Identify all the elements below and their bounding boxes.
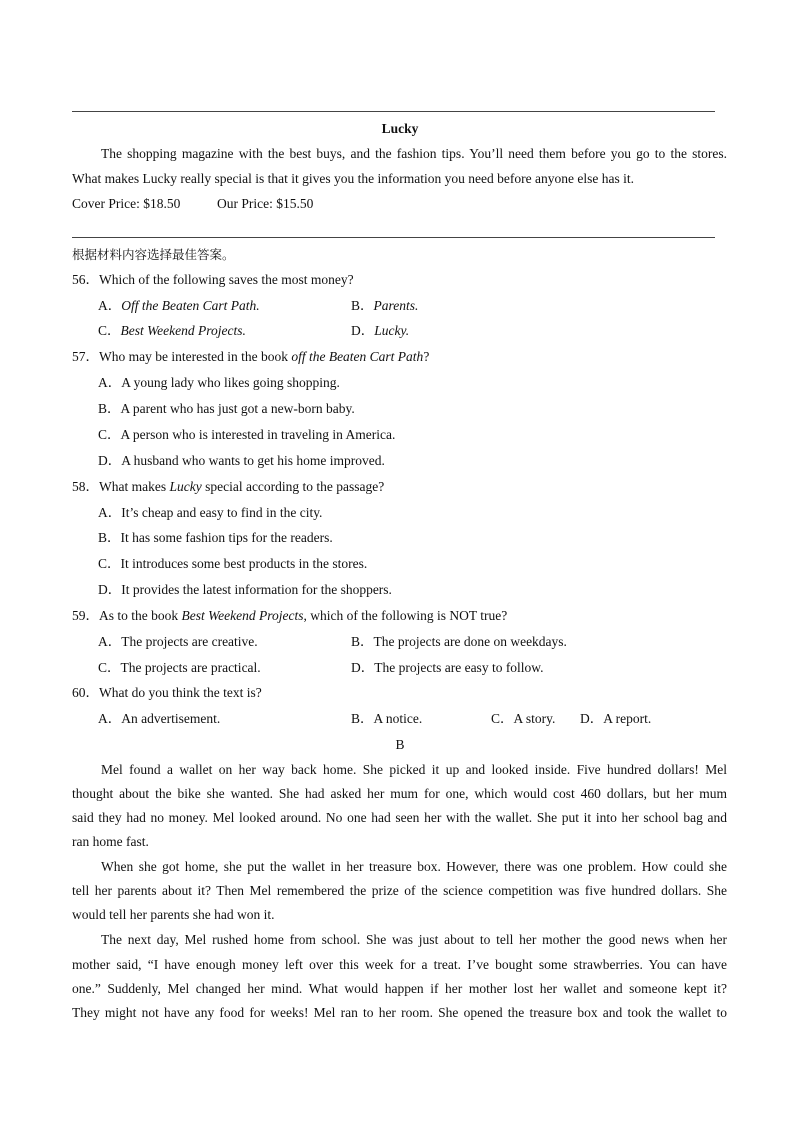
option-b: B．A notice.	[351, 711, 423, 726]
paragraph-line: thought about the bike she wanted. She had asked her mum for one, which would cost 460 dollars, but her mum	[72, 786, 727, 801]
question-stem: 56．Which of the following saves the most money?	[72, 272, 354, 287]
option-c: C．It introduces some best products in the stores.	[98, 556, 368, 571]
option-d: D．It provides the latest information for the shoppers.	[98, 582, 392, 597]
option-b: B．The projects are done on weekdays.	[351, 634, 567, 649]
stem-text: 59．As to the book	[72, 608, 182, 623]
question-stem	[72, 348, 429, 366]
option-letter: C．	[98, 323, 121, 338]
question-stem	[72, 607, 507, 625]
option-text: Off the Beaten Cart Path.	[121, 298, 260, 313]
paragraph-line: Mel found a wallet on her way back home. She picked it up and looked inside. Five hundred dollars! Mel	[101, 762, 727, 777]
option-a: A．A young lady who likes going shopping.	[98, 375, 340, 390]
paragraph-line: They might not have any food for weeks! Mel ran to her room. She opened the treasure box and took the wallet to	[72, 1005, 727, 1020]
option-d: D．The projects are easy to follow.	[351, 660, 544, 675]
paragraph-line: mother said, “I have enough money left over this week for a treat. I’ve bought some strawberries. You can have	[72, 957, 727, 972]
paragraph-line: When she got home, she put the wallet in her treasure box. However, there was one problem. How could she	[101, 859, 727, 874]
option-b: B．A parent who has just got a new-born baby.	[98, 401, 355, 416]
ad-title: Lucky	[381, 121, 419, 136]
paragraph-line: one.” Suddenly, Mel changed her mind. What would happen if her mother lost her wallet and someone kept it?	[72, 981, 727, 996]
option-c: C．A person who is interested in traveling in America.	[98, 427, 396, 442]
option-a	[98, 297, 260, 315]
option-c: C．The projects are practical.	[98, 660, 261, 675]
bottom-divider	[72, 237, 715, 238]
instruction: 根据材料内容选择最佳答案。	[72, 247, 235, 262]
option-letter: D．	[351, 323, 375, 338]
stem-italic: off the Beaten Cart Path	[291, 349, 424, 364]
option-c	[98, 322, 246, 340]
option-text: Best Weekend Projects.	[120, 323, 246, 338]
option-d: D．A husband who wants to get his home improved.	[98, 453, 385, 468]
stem-text: special according to the passage?	[201, 479, 385, 494]
stem-text: ?	[423, 349, 430, 364]
option-text: Parents.	[373, 298, 419, 313]
option-a: A．The projects are creative.	[98, 634, 258, 649]
section-label: B	[395, 737, 405, 752]
paragraph-line: tell her parents about it? Then Mel remembered the prize of the science competition was five hundred dollars. She	[72, 883, 727, 898]
paragraph-line: would tell her parents she had won it.	[72, 907, 275, 922]
option-b	[351, 297, 418, 315]
option-letter: B．	[351, 298, 374, 313]
question-stem	[72, 478, 384, 496]
our-price: Our Price: $15.50	[217, 196, 314, 211]
option-a: A．It’s cheap and easy to find in the city.	[98, 505, 323, 520]
stem-text: , which of the following is NOT true?	[303, 608, 508, 623]
stem-text: 57．Who may be interested in the book	[72, 349, 292, 364]
option-text: Lucky.	[374, 323, 410, 338]
option-c: C．A story.	[491, 711, 556, 726]
option-d	[351, 322, 409, 340]
stem-text: 58．What makes	[72, 479, 170, 494]
stem-italic: Best Weekend Projects	[181, 608, 304, 623]
paragraph-line: ran home fast.	[72, 834, 149, 849]
ad-text-line: What makes Lucky really special is that it gives you the information you need before anyone else has it.	[72, 171, 634, 186]
paragraph-line: said they had no money. Mel looked around. No one had seen her with the wallet. She put it into her school bag and	[72, 810, 727, 825]
stem-italic: Lucky	[169, 479, 202, 494]
paragraph-line: The next day, Mel rushed home from school. She was just about to tell her mother the good news when her	[101, 932, 727, 947]
option-a: A．An advertisement.	[98, 711, 221, 726]
option-d: D．A report.	[580, 711, 652, 726]
top-divider	[72, 111, 715, 112]
option-b: B．It has some fashion tips for the readers.	[98, 530, 333, 545]
ad-text-line: The shopping magazine with the best buys, and the fashion tips. You’ll need them before you go to the stores.	[101, 146, 727, 161]
cover-price: Cover Price: $18.50	[72, 196, 181, 211]
option-letter: A．	[98, 298, 122, 313]
question-stem: 60．What do you think the text is?	[72, 685, 262, 700]
